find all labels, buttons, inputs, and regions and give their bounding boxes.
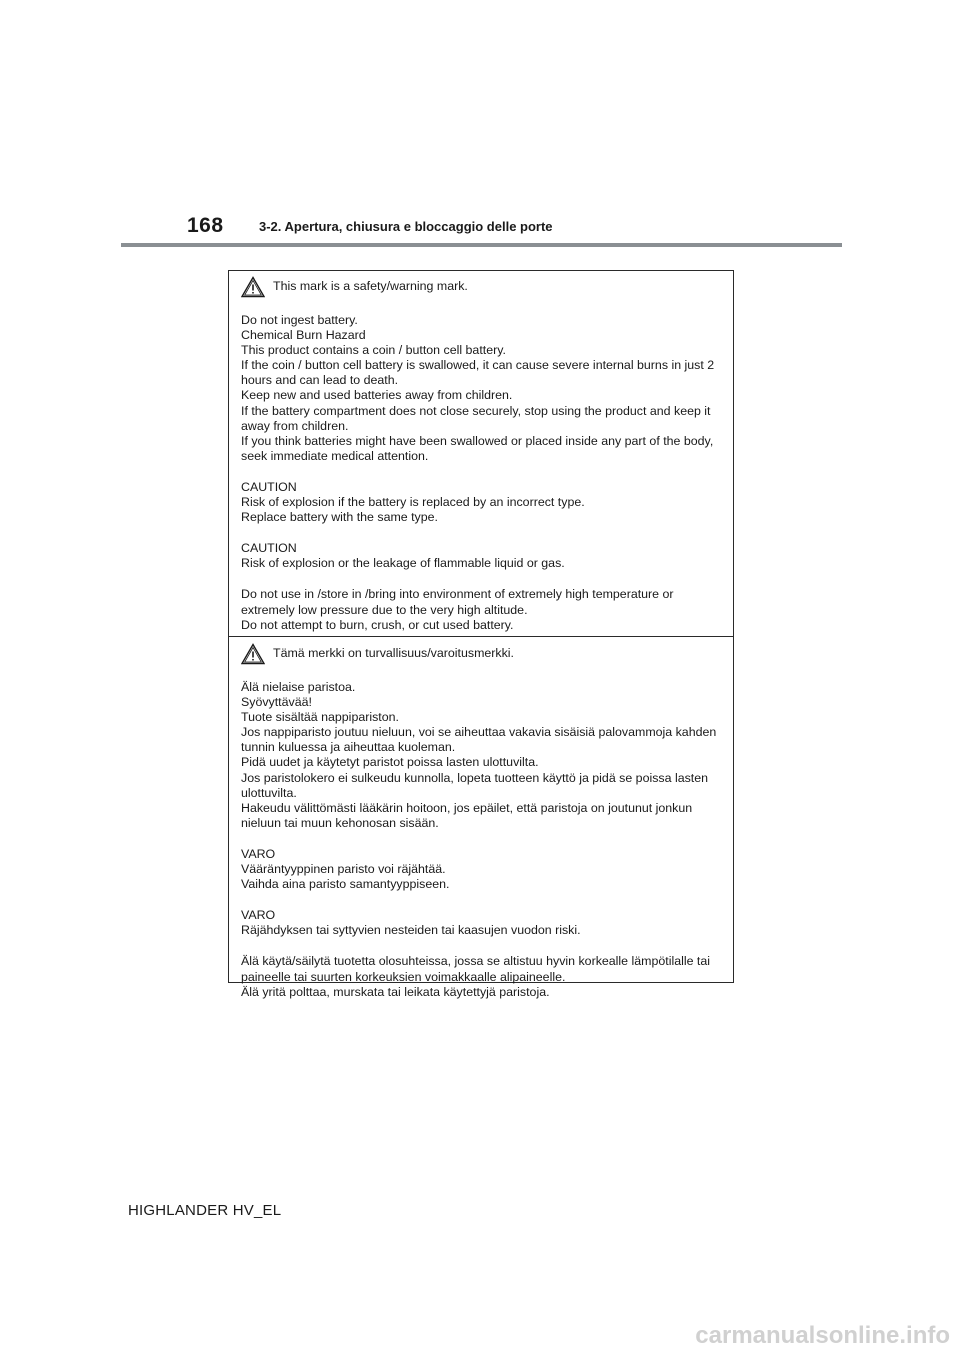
text-line: Pidä uudet ja käytetyt paristot poissa lasten ulottuvilta. bbox=[241, 755, 539, 770]
section-title: 3-2. Apertura, chiusura e bloccaggio delle porte bbox=[259, 219, 553, 234]
text-line: Älä nielaise paristoa. bbox=[241, 680, 356, 694]
fi-caution-replace bbox=[241, 847, 721, 892]
text-line: Do not use in /store in /bring into environment of extremely high temperature or extremely low pressure due to the very high altitude. bbox=[241, 587, 674, 617]
finnish-warning-panel bbox=[229, 638, 733, 999]
text-line: If the coin / button cell battery is swallowed, it can cause severe internal burns in just 2 hours and can lead to death. bbox=[241, 358, 715, 388]
text-line: Replace battery with the same type. bbox=[241, 510, 438, 525]
text-line: Syövyttävää! bbox=[241, 695, 312, 710]
text-line: Do not attempt to burn, crush, or cut used battery. bbox=[241, 617, 514, 632]
text-line: VARO bbox=[241, 846, 276, 861]
text-line: Risk of explosion if the battery is replaced by an incorrect type. bbox=[241, 495, 585, 510]
text-line: Räjähdyksen tai syttyvien nesteiden tai kaasujen vuodon riski. bbox=[241, 923, 581, 938]
watermark: carmanualsonline.info bbox=[695, 1322, 950, 1349]
mark-row-fi bbox=[241, 640, 721, 668]
footer-model-name: HIGHLANDER HV_EL bbox=[128, 1202, 282, 1219]
fi-ingest-warning bbox=[241, 680, 721, 831]
mark-text-fi: Tämä merkki on turvallisuus/varoitusmerkki. bbox=[273, 646, 514, 661]
text-line: Jos nappiparisto joutuu nieluun, voi se aiheuttaa vakavia sisäisiä palovammoja kahden tunnin kuluessa ja aiheuttaa kuoleman. bbox=[241, 725, 717, 755]
en-ingest-warning bbox=[241, 313, 721, 464]
text-line: Keep new and used batteries away from children. bbox=[241, 388, 513, 403]
text-line: If you think batteries might have been swallowed or placed inside any part of the body, seek immediate medical attention. bbox=[241, 433, 714, 463]
text-line: Chemical Burn Hazard bbox=[241, 328, 366, 343]
text-line: CAUTION bbox=[241, 479, 297, 494]
fi-environment-warning bbox=[241, 954, 721, 999]
text-line: Älä käytä/säilytä tuotetta olosuhteissa, jossa se altistuu hyvin korkealle lämpötilalle tai paineelle tai suurten korkeuksien voimakkaalle alipaineelle. bbox=[241, 954, 711, 984]
en-caution-replace bbox=[241, 480, 721, 525]
text-line: CAUTION bbox=[241, 541, 297, 556]
text-line: If the battery compartment does not close securely, stop using the product and keep it away from children. bbox=[241, 403, 711, 433]
en-caution-explosion bbox=[241, 541, 721, 571]
text-line: VARO bbox=[241, 908, 276, 923]
fi-caution-explosion bbox=[241, 908, 721, 938]
mark-row-en bbox=[241, 273, 721, 301]
english-warning-panel bbox=[229, 271, 733, 637]
text-line: Do not ingest battery. bbox=[241, 313, 358, 327]
panel-divider bbox=[229, 636, 733, 637]
text-line: Vaihda aina paristo samantyyppiseen. bbox=[241, 877, 450, 892]
mark-text-en: This mark is a safety/warning mark. bbox=[273, 279, 468, 294]
en-environment-warning bbox=[241, 587, 721, 632]
text-line: Jos paristolokero ei sulkeudu kunnolla, lopeta tuotteen käyttö ja pidä se poissa lasten ulottuvilta. bbox=[241, 770, 709, 800]
warning-triangle-icon bbox=[241, 643, 265, 665]
page-number: 168 bbox=[187, 214, 224, 237]
text-line: This product contains a coin / button cell battery. bbox=[241, 343, 506, 358]
battery-warning-label bbox=[228, 270, 734, 999]
warning-triangle-icon bbox=[241, 276, 265, 298]
text-line: Hakeudu välittömästi lääkärin hoitoon, jos epäilet, että paristoja on joutunut jonkun nieluun tai muun kehonosan sisään. bbox=[241, 800, 693, 830]
text-line: Älä yritä polttaa, murskata tai leikata käytettyjä paristoja. bbox=[241, 984, 550, 999]
text-line: Vääräntyyppinen paristo voi räjähtää. bbox=[241, 862, 446, 877]
text-line: Tuote sisältää nappipariston. bbox=[241, 710, 399, 725]
text-line: Risk of explosion or the leakage of flammable liquid or gas. bbox=[241, 556, 565, 571]
header-rule bbox=[121, 243, 842, 247]
